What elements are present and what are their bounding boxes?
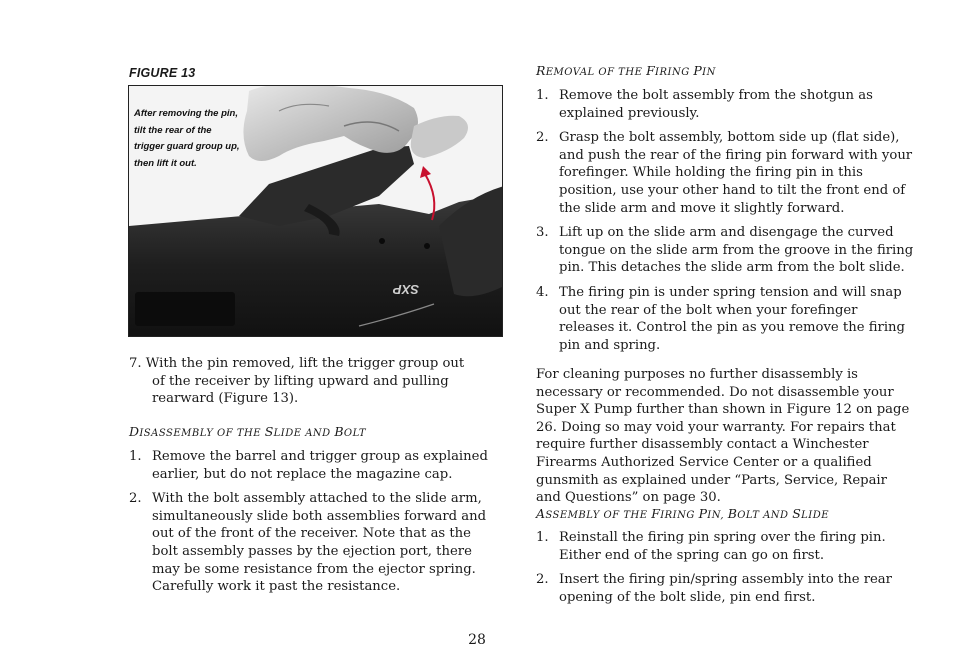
figure-label: FIGURE 13 bbox=[129, 66, 196, 80]
figure-caption: After removing the pin, tilt the rear of the trigger guard group up, then lift it out. bbox=[134, 108, 240, 169]
list-item: 1. Remove the bolt assembly from the shotgun as explained previously. bbox=[536, 88, 873, 121]
list-disassembly-slide-bolt bbox=[129, 448, 499, 603]
heading-removal-firing-pin: REMOVAL OF THE FIRING PIN bbox=[536, 63, 716, 78]
list-item: 1. Reinstall the firing pin spring over the firing pin. Either end of the spring can go on first. bbox=[536, 530, 886, 563]
heading-assembly-firing-pin: ASSEMBLY OF THE FIRING PIN, BOLT AND SLIDE bbox=[536, 506, 830, 521]
list-item: 4. The firing pin is under spring tension and will snap out the rear of the bolt when your forefinger releases it. Control the pin as you remove the firing pin and spring. bbox=[536, 284, 905, 353]
step-7-first-line: 7. With the pin removed, lift the trigger group out bbox=[129, 356, 465, 371]
page-number: 28 bbox=[468, 632, 486, 648]
cleaning-paragraph: For cleaning purposes no further disassembly is necessary or recommended. Do not disassemble your Super X Pump further than shown in Figure 12 on page 26. Doing so may void your warranty. For repairs that require further disassembly contact a Winchester Firearms Authorized Service Center or a qualified gunsmith as explained under “Parts, Service, Repair and Questions” on page 30. bbox=[536, 367, 910, 506]
list-item: 1. Remove the barrel and trigger group as explained earlier, but do not replace the magazine cap. bbox=[129, 449, 488, 482]
list-item: 2. Grasp the bolt assembly, bottom side up (flat side), and push the rear of the firing pin forward with your forefinger. While holding the firing pin in this position, use your other hand to tilt the front end of the slide arm and move it slightly forward. bbox=[536, 130, 913, 216]
list-removal-firing-pin bbox=[536, 87, 914, 361]
step-7-rest: of the receiver by lifting upward and pulling rearward (Figure 13). bbox=[152, 373, 449, 407]
step-7 bbox=[129, 355, 499, 408]
list-assembly-firing-pin bbox=[536, 529, 914, 613]
list-item: 3. Lift up on the slide arm and disengage the curved tongue on the slide arm from the groove in the firing pin. This detaches the slide arm from the bolt slide. bbox=[536, 225, 914, 276]
list-item: 2. With the bolt assembly attached to the slide arm, simultaneously slide both assemblies forward and out of the front of the receiver. Note that as the bolt assembly passes by the ejection port, there may be some resistance from the ejector spring. Carefully work it past the resistance. bbox=[129, 491, 487, 595]
heading-disassembly-slide-bolt: DISASSEMBLY OF THE SLIDE AND BOLT bbox=[129, 424, 367, 439]
figure-13-photo bbox=[128, 85, 503, 337]
list-item: 2. Insert the firing pin/spring assembly into the rear opening of the bolt slide, pin end first. bbox=[536, 572, 892, 605]
gun-marking: SXP bbox=[392, 282, 419, 297]
